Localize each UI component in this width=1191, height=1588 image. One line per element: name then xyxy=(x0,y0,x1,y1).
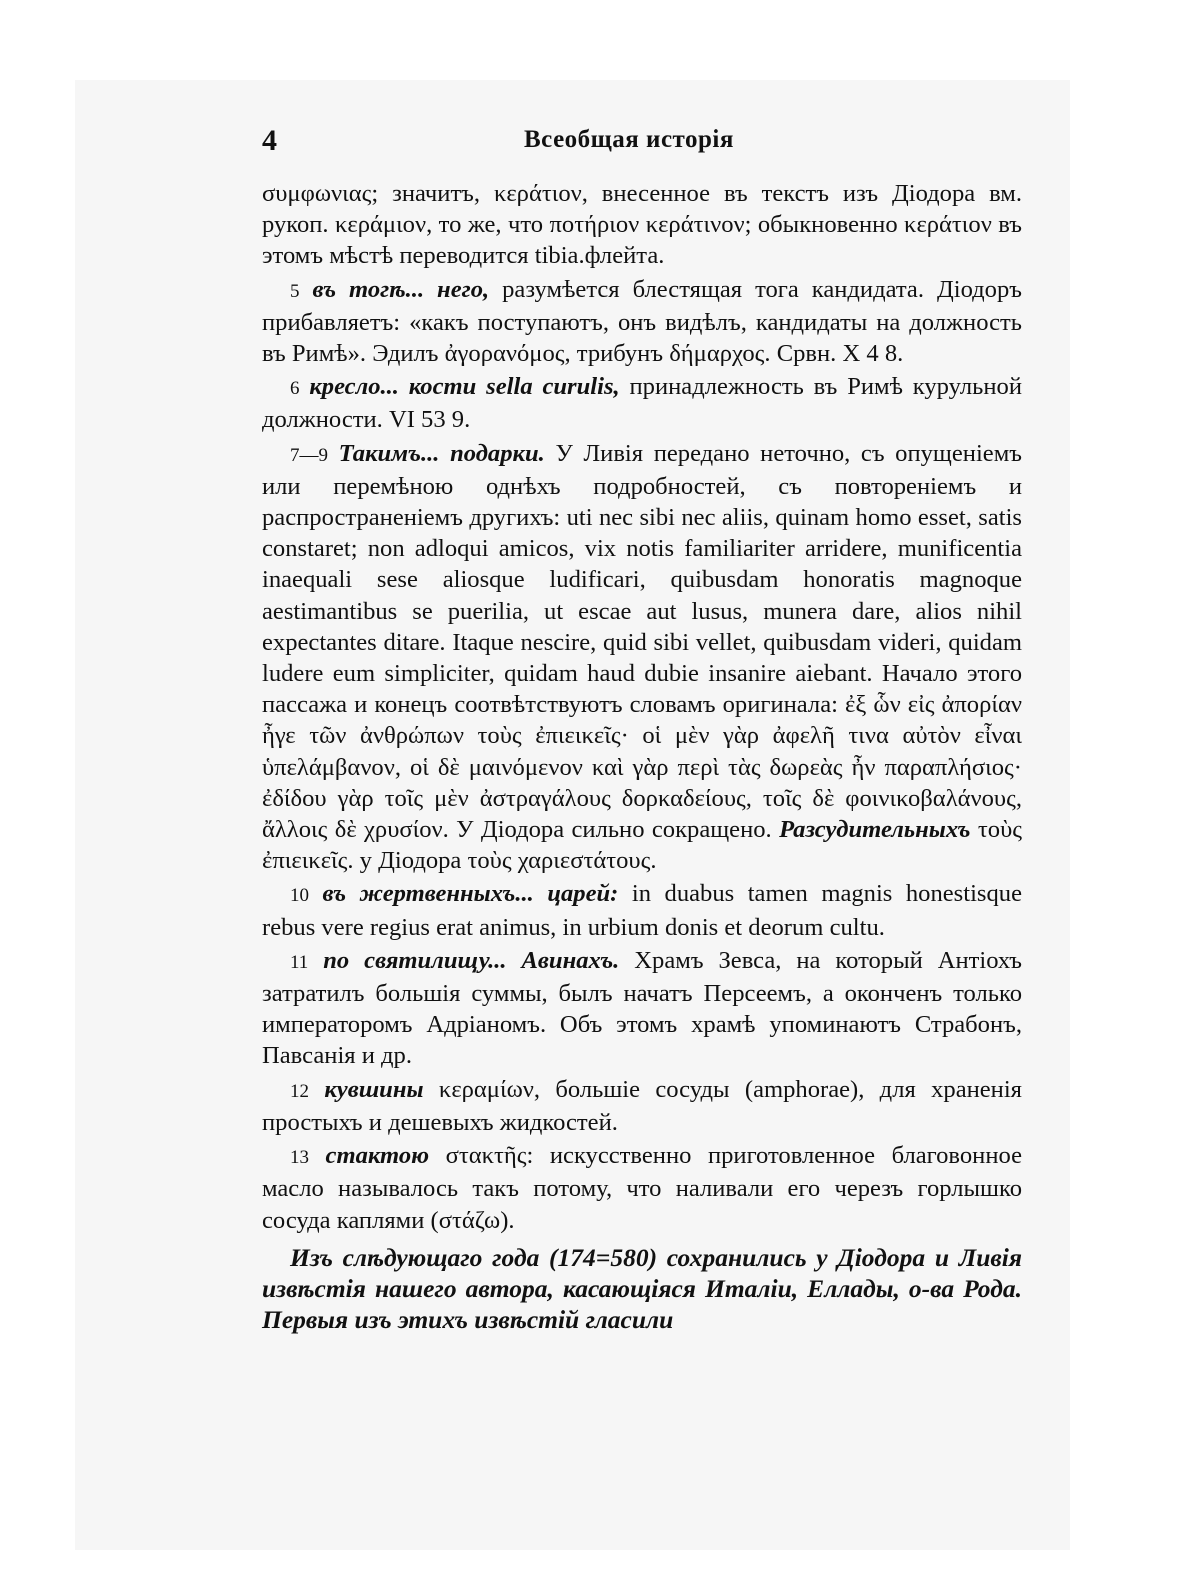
page-number: 4 xyxy=(262,124,277,157)
note-6 xyxy=(262,371,1022,435)
note-lemma-secondary: Разсудительныхъ xyxy=(779,816,971,844)
note-lemma: кувшины xyxy=(324,1075,424,1103)
page-header xyxy=(262,124,1022,164)
note-lemma: по святилищу... Авинахъ. xyxy=(323,946,620,974)
note-7-9 xyxy=(262,438,1022,877)
note-text: У Ливія передано неточно, съ опущеніемъ или перемѣною однѣхъ подробностей, съ повтореніемъ и распространеніемъ другихъ: uti nec sibi nec aliis, quinam homo esset, satis constaret; non adloqui amicos, vix notis familiariter arridere, munificentia inaequali sese aliosque ludificari, quibusdam honoratis magnoque aestimantibus se puerilia, ut escae aut lusus, munera dare, alios nihil expectantes ditare. Itaque nescire, quid sibi vellet, quibusdam videri, quidam ludere eum simpliciter, quidam haud dubie insanire aiebant. Начало этого пассажа и конецъ соотвѣтствуютъ словамъ оригинала: ἐξ ὧν εἰς ἀπορίαν ἦγε τῶν ἀνθρώπων τοὺς ἐπιεικεῖς· οἱ μὲν γὰρ ἀφελῆ τινα αὐτὸν εἶναι ὑπελάμβανον, οἱ δὲ μαινόμενον καὶ γὰρ περὶ τὰς δωρεὰς ἦν παραπλήσιος· ἐδίδου γὰρ τοῖς μὲν ἀστραγάλους δορκαδείους, τοῖς δὲ φοινικοβαλάνους, ἄλλοις δὲ χρυσίον. У Діодора сильно сокращено. xyxy=(262,439,1022,844)
note-number: 7—9 xyxy=(290,444,328,466)
note-text: разумѣется блестящая тога кандидата. Діодоръ прибавляетъ: «какъ поступаютъ, онъ видѣлъ, кандидаты на должность въ Римѣ». Эдилъ ἀγορανόμος, трибунъ δήμαρχος. Срвн. X 4 8. xyxy=(262,275,1022,368)
note-10 xyxy=(262,878,1022,942)
note-number: 13 xyxy=(290,1147,309,1169)
note-lemma: кресло... кости xyxy=(309,373,477,401)
note-text: συμφωνιας; значитъ, κεράτιον, внесенное въ текстъ изъ Діодора вм. рукоп. κεράμιον, то же, что ποτήριον κεράτινον; обыкновенно κεράτιον въ этомъ мѣстѣ переводится tibia.флейта. xyxy=(262,180,1022,270)
note-lemma: стактою xyxy=(325,1142,430,1170)
closing-paragraph: Изъ слѣдующаго года (174=580) сохранились у Діодора и Ливія извѣстія нашего автора, касающіяся Италіи, Еллады, о-ва Рода. Первыя изъ этихъ извѣстій гласили xyxy=(262,1242,1022,1334)
note-11 xyxy=(262,945,1022,1072)
note-lemma: въ жертвенныхъ... царей: xyxy=(322,880,619,908)
note-lemma: Такимъ... подарки. xyxy=(338,439,545,467)
note-text-secondary: τοὺς ἐπιεικεῖς. у Діодора τοὺς χαριεστάτους. xyxy=(262,816,1022,875)
note-number: 12 xyxy=(290,1080,309,1102)
note-text: κεραμίων, большіе сосуды (amphorae), для храненія простыхъ и дешевыхъ жидкостей. xyxy=(262,1075,1022,1136)
note-number: 10 xyxy=(290,885,309,907)
note-number: 5 xyxy=(290,280,300,302)
note-text: Храмъ Зевса, на который Антіохъ затратилъ большія суммы, былъ начатъ Персеемъ, а оконченъ только императоромъ Адріаномъ. Объ этомъ храмѣ упоминаютъ Страбонъ, Павсанія и др. xyxy=(262,946,1022,1070)
note-text: in duabus tamen magnis honestisque rebus vere regius erat animus, in urbium donis et deorum cultu. xyxy=(262,880,1022,941)
note-text: στακτῆς: искусственно приготовленное благовонное масло называлось такъ потому, что наливали его черезъ горлышко сосуда каплями (στάζω). xyxy=(262,1142,1023,1234)
note-lemma-latin: sella curulis, xyxy=(486,373,620,401)
note-13 xyxy=(262,1140,1022,1236)
note-text: принадлежность въ Римѣ курульной должности. VI 53 9. xyxy=(262,373,1022,434)
note-12 xyxy=(262,1074,1022,1138)
note-lemma: въ тогѣ... него, xyxy=(312,275,490,303)
note-number: 6 xyxy=(290,378,300,400)
note-5 xyxy=(262,274,1022,370)
running-title: Всеобщая исторія xyxy=(524,126,734,153)
note-continuation xyxy=(262,178,1022,272)
body-text xyxy=(262,178,1022,1337)
note-number: 11 xyxy=(290,951,309,973)
